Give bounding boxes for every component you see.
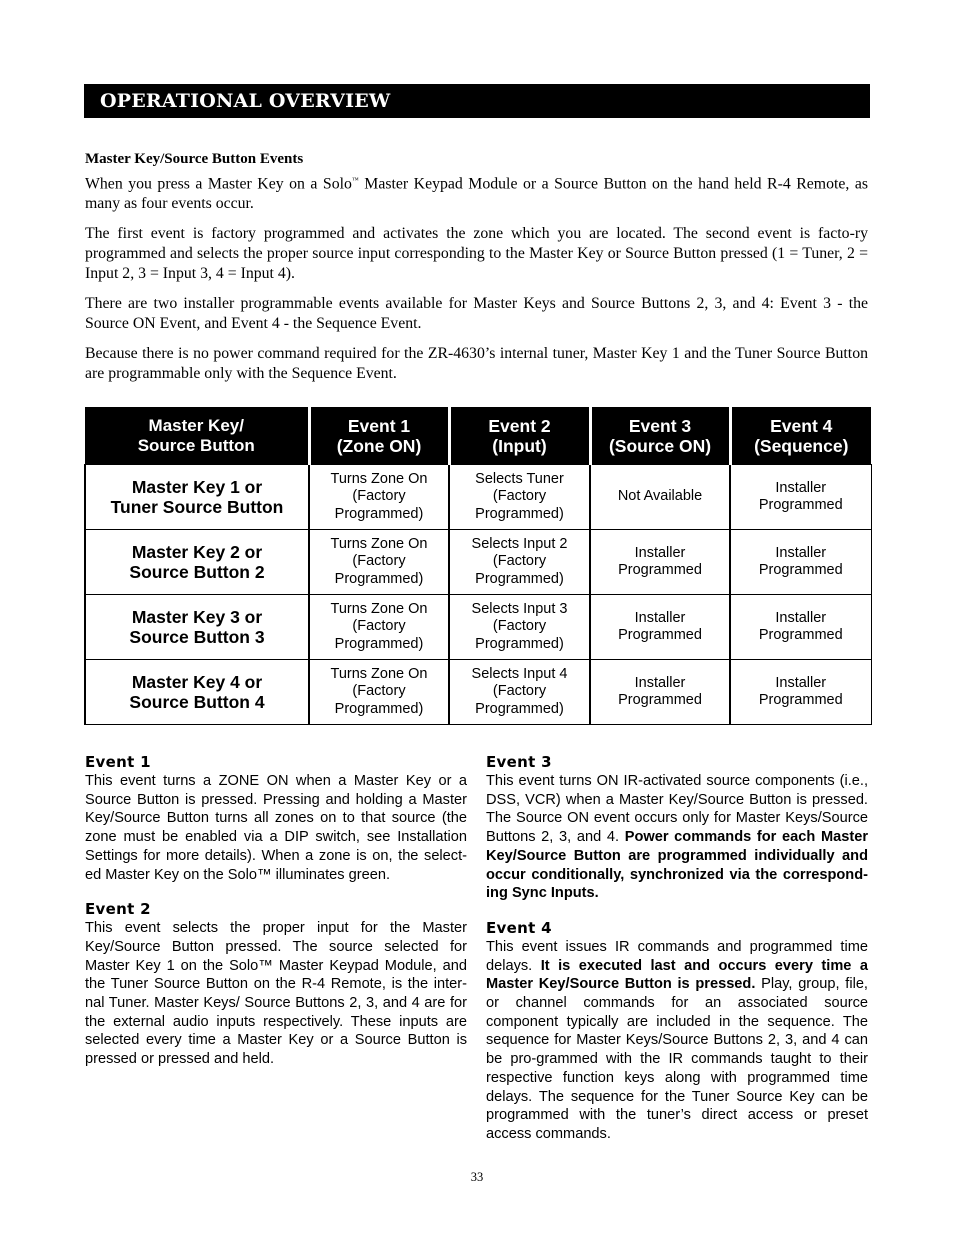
cell-line: Programmed)	[334, 570, 424, 587]
cell-line: (Factory	[352, 618, 406, 635]
cell-line: Programmed	[758, 562, 843, 578]
cell-line: (Factory	[492, 553, 547, 570]
cell-line: Programmed)	[334, 505, 424, 522]
table-row	[85, 660, 871, 725]
table-cell	[449, 465, 590, 530]
table-cell	[730, 595, 871, 660]
intro-paragraph-4: Because there is no power command required for the ZR-4630’s internal tuner, Master Key 1 and the Tuner Source Button are programmable only with the Sequence Event.	[85, 345, 868, 383]
event4-text-plain-cont: Play, group, file, or channel commands for an associated source component typically are included in the sequence. The sequence for Master Keys/Source Buttons 2, 3, and 4 can be pro-grammed with the IR commands taught to their respective function keys along with programmed time delays. The sequence for the Tuner Source Key can be programmed with the tuner’s direct access or preset access commands.	[486, 976, 868, 1142]
cell-line: Turns Zone On	[330, 601, 428, 618]
cell-line: Programmed)	[475, 505, 564, 522]
cell-line: Programmed	[758, 497, 843, 513]
intro-paragraph-2: The first event is factory programmed and activates the zone which you are located. The second event is facto-ry programmed and selects the proper source input corresponding to the Master Key or Source Button pressed (1 = Tuner, 2 = Input 2, 3 = Input 3, 4 = Input 4).	[85, 225, 868, 283]
event3-text-plain: This event turns ON IR-activated source components (i.e., DSS, VCR) when a Master Key/Source Button is pressed. The Source ON event occurs only for Master Keys/Source Buttons 2, 3, and 4.	[486, 773, 868, 846]
event4-text-plain: This event issues IR commands and programmed time delays.	[486, 938, 868, 974]
section-banner	[84, 84, 870, 118]
cell-line: Installer	[634, 674, 686, 691]
event1-heading: Event 1	[85, 753, 151, 771]
table-cell	[309, 595, 449, 660]
event3-heading: Event 3	[486, 753, 552, 771]
table-cell	[590, 660, 730, 725]
cell-line: Installer	[634, 544, 686, 561]
table-cell	[309, 660, 449, 725]
cell-line: Programmed	[758, 692, 843, 708]
cell-line: (Factory	[492, 683, 547, 700]
table-body	[85, 465, 871, 725]
table-cell	[309, 465, 449, 530]
header-line: Master Key/	[148, 415, 244, 435]
table-row	[85, 530, 871, 595]
table-cell	[449, 595, 590, 660]
header-cell-event4	[730, 407, 871, 465]
event4-text	[486, 938, 868, 1144]
cell-line: Turns Zone On	[330, 536, 428, 553]
event3-text-bold: Power commands for each Master Key/Source Button are programmed individually and occur conditionally, synchronized via the correspond-ing Sync Inputs.	[486, 829, 869, 902]
table-header-row	[85, 407, 871, 465]
cell-line: (Factory	[352, 488, 406, 505]
row-label-line: Master Key 1 or	[131, 477, 263, 497]
cell-line: Programmed	[758, 627, 843, 643]
cell-line: (Factory	[492, 488, 547, 505]
header-line: (Sequence)	[754, 435, 849, 456]
cell-line: Installer	[775, 674, 827, 691]
cell-line: (Factory	[352, 683, 406, 700]
cell-line: Selects Input 4	[471, 666, 568, 683]
cell-line: Selects Tuner	[475, 471, 564, 488]
table-cell	[309, 530, 449, 595]
intro-p1-text: When you press a Master Key on a Solo	[85, 175, 352, 193]
event2-heading: Event 2	[85, 900, 151, 919]
table-cell	[730, 465, 871, 530]
cell-line: Programmed)	[334, 635, 424, 652]
cell-line: Programmed)	[334, 700, 424, 717]
cell-line: Programmed	[618, 627, 702, 643]
row-label-line: Master Key 4 or	[131, 672, 263, 692]
header-line: Source Button	[137, 435, 255, 455]
table-row	[85, 595, 871, 660]
table-cell	[590, 530, 730, 595]
table-cell	[449, 530, 590, 595]
page-number: 33	[470, 1170, 484, 1184]
cell-line: Programmed	[618, 562, 702, 578]
cell-line: Programmed)	[475, 700, 564, 717]
cell-line: Programmed)	[475, 635, 564, 652]
cell-line: Not Available	[617, 488, 703, 505]
table-cell	[449, 660, 590, 725]
event4-heading: Event 4	[486, 918, 552, 937]
row-label-line: Master Key 3 or	[131, 607, 263, 627]
row-label-line: Source Button 2	[129, 562, 265, 582]
header-cell-event1	[309, 407, 449, 465]
trademark-mark: ™	[351, 176, 359, 184]
header-cell-event3	[590, 407, 730, 465]
cell-line: Turns Zone On	[330, 471, 428, 488]
header-line: Event 1	[347, 415, 411, 436]
row-label	[85, 595, 309, 660]
table-cell	[590, 465, 730, 530]
header-line: Event 4	[770, 415, 833, 436]
cell-line: Selects Input 3	[471, 601, 568, 618]
cell-line: (Factory	[492, 618, 547, 635]
event2-text: This event selects the proper input for the Master Key/Source Button pressed. The source selected for Master Key 1 on the Solo™ Master Keypad Module, and the Tuner Source Button on the R-4 Remote, is the inter-nal Tuner. Master Keys/ Source Buttons 2, 3, and 4 are for the external audio inputs respectively. These inputs are selected every time a Master Key or a Source Button is pressed or pressed and held.	[85, 920, 467, 1068]
header-cell-event2	[449, 407, 590, 465]
left-column	[85, 753, 467, 1085]
header-line: (Zone ON)	[336, 435, 422, 456]
row-label-line: Source Button 3	[129, 627, 265, 647]
row-label-line: Source Button 4	[129, 692, 265, 712]
table-cell	[730, 660, 871, 725]
cell-line: (Factory	[352, 553, 406, 570]
cell-line: Programmed	[618, 692, 702, 708]
intro-paragraph-3: There are two installer programmable events available for Master Keys and Source Buttons 2, 3, and 4: Event 3 - the Source ON Event, and Event 4 - the Sequence Event.	[85, 295, 868, 333]
event3-text	[486, 772, 868, 903]
cell-line: Installer	[775, 479, 827, 496]
intro-heading: Master Key/Source Button Events	[85, 151, 304, 167]
table-row	[85, 465, 871, 530]
cell-line: Installer	[775, 544, 827, 561]
row-label	[85, 530, 309, 595]
intro-paragraph-1	[85, 170, 868, 214]
row-label-line: Master Key 2 or	[131, 542, 263, 562]
header-cell-source	[85, 407, 309, 465]
header-line: Event 2	[488, 415, 551, 436]
header-line: (Input)	[492, 435, 547, 456]
events-table	[84, 407, 872, 725]
event4-text-bold: It is executed last and occurs every time a Master Key/Source Button is pressed.	[486, 957, 869, 993]
table-cell	[590, 595, 730, 660]
header-line: (Source ON)	[608, 435, 712, 456]
row-label-line: Tuner Source Button	[110, 497, 284, 517]
cell-line: Programmed)	[475, 570, 564, 587]
section-title: OPERATIONAL OVERVIEW	[100, 90, 391, 112]
intro-p1-text-cont: Master Keypad Module or a Source Button on the hand held R-4 Remote, as many as four events occur.	[85, 175, 869, 213]
cell-line: Turns Zone On	[330, 666, 428, 683]
cell-line: Installer	[775, 609, 827, 626]
table-cell	[730, 530, 871, 595]
right-column	[486, 753, 868, 1160]
row-label	[85, 660, 309, 725]
cell-line: Installer	[634, 609, 686, 626]
row-label	[85, 465, 309, 530]
cell-line: Selects Input 2	[471, 536, 568, 553]
intro-section	[85, 150, 868, 394]
event1-text: This event turns a ZONE ON when a Master Key or a Source Button is pressed. Pressing and holding a Master Key/Source Button turns all zones on to that source (the zone must be enabled via a DIP switch, see Installation Settings for more details). When a zone is on, the select-ed Master Key on the Solo™ illuminates green.	[85, 773, 467, 883]
header-line: Event 3	[628, 415, 692, 436]
